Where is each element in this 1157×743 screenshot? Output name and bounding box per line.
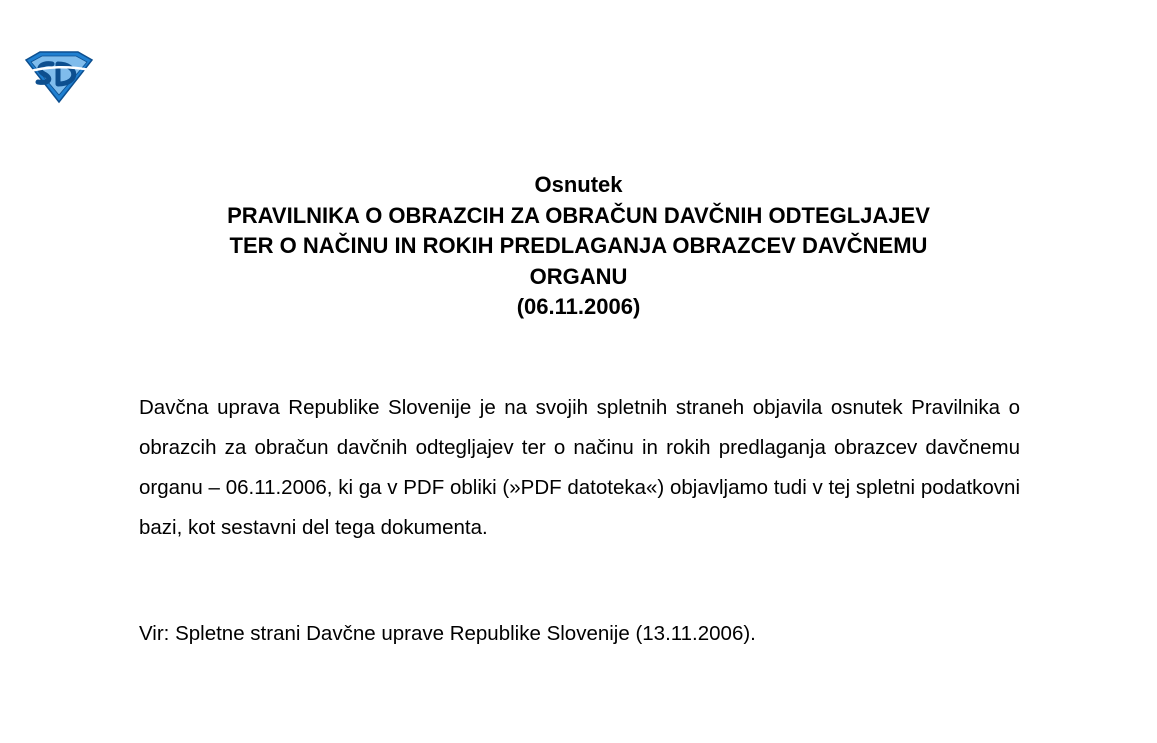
source-line: Vir: Spletne strani Davčne uprave Republike Slovenije (13.11.2006). (139, 622, 756, 645)
title-line-2: PRAVILNIKA O OBRAZCIH ZA OBRAČUN DAVČNIH ODTEGLJAJEV (227, 202, 930, 228)
body-paragraph: Davčna uprava Republike Slovenije je na svojih spletnih straneh objavila osnutek Pravilnika o obrazcih za obračun davčnih odtegljajev ter o načinu in rokih predlaganja obrazcev davčnemu organu – 06.11.2006, ki ga v PDF obliki (»PDF datoteka«) objavljamo tudi v tej spletni podatkovni bazi, kot sestavni del tega dokumenta. (139, 396, 1020, 539)
sd-shield-logo-icon (22, 50, 96, 104)
title-line-4: ORGANU (529, 263, 628, 289)
title-line-1: Osnutek (534, 172, 623, 197)
title-line-3: TER O NAČINU IN ROKIH PREDLAGANJA OBRAZCEV DAVČNEMU (229, 233, 928, 258)
title-date: (06.11.2006) (516, 294, 641, 319)
document-title (0, 170, 1157, 323)
